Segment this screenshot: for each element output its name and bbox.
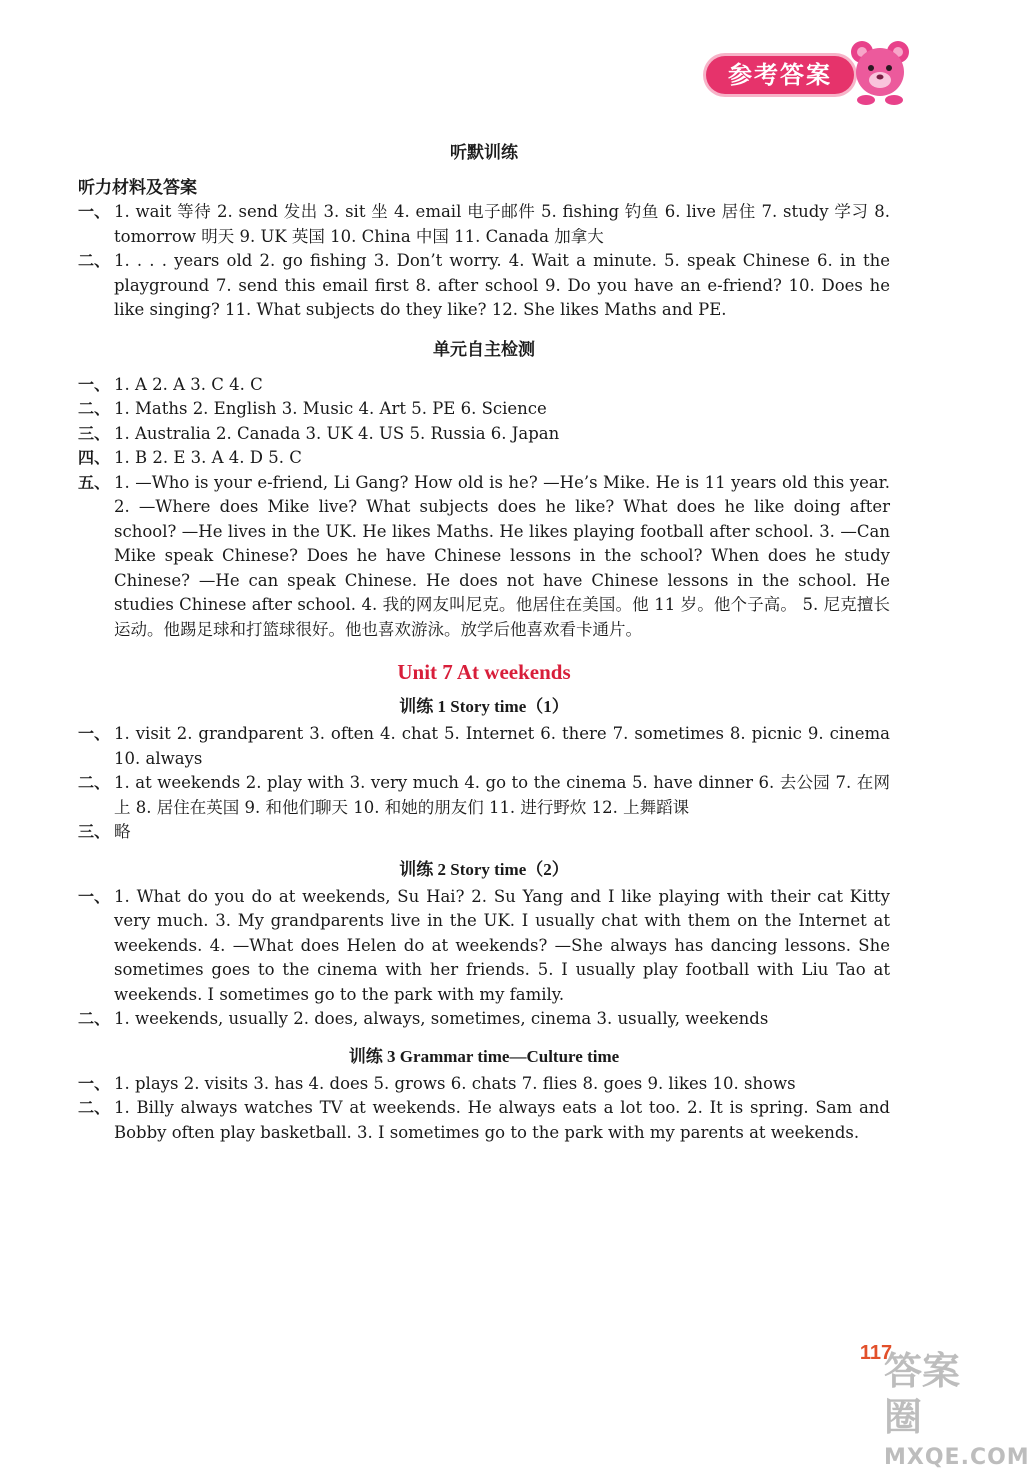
- item-text: 1. Billy always watches TV at weekends. He always eats a lot too. 2. It is spring. Sam and Bobby often play basketball. 3. I sometimes go to the park with my parents at weekends.: [114, 1098, 890, 1142]
- list-item: [78, 885, 890, 1008]
- item-number: 二、: [78, 251, 111, 270]
- list-item: [78, 200, 890, 249]
- item-number: 二、: [78, 1009, 111, 1028]
- item-text: 1. Australia 2. Canada 3. UK 4. US 5. Russia 6. Japan: [114, 423, 560, 443]
- item-number: 三、: [78, 423, 111, 443]
- item-text: 1. . . . years old 2. go fishing 3. Don’t worry. 4. Wait a minute. 5. speak Chinese 6. in the playground 7. send this email first 8. after school 9. Do you have an e-friend? 10. Does he like singing? 11. What subjects do they like? 12. She likes Maths and PE.: [114, 251, 890, 319]
- training-title: 训练 1 Story time（1）: [399, 697, 569, 716]
- list-item: [78, 446, 890, 471]
- list-item: [78, 1072, 890, 1097]
- answer-key-badge: 参考答案: [706, 56, 854, 94]
- item-text: 1. weekends, usually 2. does, always, sometimes, cinema 3. usually, weekends: [114, 1009, 769, 1028]
- item-text: 略: [114, 822, 131, 841]
- item-number: 一、: [78, 202, 111, 221]
- unit-title: Unit 7 At weekends: [397, 660, 571, 684]
- training-title: 训练 2 Story time（2）: [399, 859, 569, 879]
- item-text: 1. A 2. A 3. C 4. C: [114, 374, 263, 394]
- list-item: [78, 771, 890, 820]
- item-number: 二、: [78, 399, 111, 418]
- list-item: [78, 1096, 890, 1145]
- list-item: [78, 397, 890, 422]
- list-item: [78, 820, 890, 845]
- teddy-bear-icon: [846, 38, 914, 106]
- list-item: [78, 1007, 890, 1032]
- item-number: 一、: [78, 374, 111, 394]
- answer-content: [78, 140, 890, 1145]
- training-title: 训练 3 Grammar time—Culture time: [348, 1046, 620, 1066]
- page-number: 117: [859, 1342, 893, 1364]
- item-text: 1. B 2. E 3. A 4. D 5. C: [114, 448, 302, 467]
- item-text: 1. —Who is your e-friend, Li Gang? How old is he? —He’s Mike. He is 11 years old this year. 2. —Where does Mike live? What subjects does he like? What does he like doing after school? —He lives in the UK. He likes Maths. He likes playing football after school. 3. —Can Mike speak Chinese? Does he have Chinese lessons in the school? When does he study Chinese? —He can speak Chinese. He does not have Chinese lessons in the school. He studies Chinese after school. 4. 我的网友叫尼克。他居住在美国。他 11 岁。他个子高。 5. 尼克擅长运动。他踢足球和打篮球很好。他也喜欢游泳。放学后他喜欢看卡通片。: [114, 472, 890, 639]
- item-number: 三、: [78, 822, 111, 841]
- watermark-site: MXQE.COM: [884, 1445, 1030, 1470]
- item-number: 一、: [78, 886, 111, 906]
- item-text: 1. visit 2. grandparent 3. often 4. chat 5. Internet 6. there 7. sometimes 8. picnic 9. cinema 10. always: [114, 724, 890, 768]
- item-text: 1. What do you do at weekends, Su Hai? 2. Su Yang and I like playing with their cat Kitty very much. 3. My grandparents live in the UK. I usually chat with them on the Internet at weekends. 4. —What does Helen do at weekends? —She always has dancing lessons. She sometimes goes to the cinema with her friends. 5. I usually play football with Liu Tao at weekends. I sometimes go to the park with my family.: [114, 886, 890, 1004]
- item-number: 五、: [78, 472, 111, 492]
- list-item: [78, 249, 890, 323]
- list-item: [78, 722, 890, 771]
- item-text: 1. wait 等待 2. send 发出 3. sit 坐 4. email 电子邮件 5. fishing 钓鱼 6. live 居住 7. study 学习 8. tomorrow 明天 9. UK 英国 10. China 中国 11. Canada 加拿大: [114, 202, 890, 246]
- item-number: 二、: [78, 1098, 111, 1117]
- section-title-unit-test: 单元自主检测: [433, 339, 535, 360]
- listening-subtitle: 听力材料及答案: [78, 178, 197, 198]
- item-text: 1. plays 2. visits 3. has 4. does 5. grows 6. chats 7. flies 8. goes 9. likes 10. shows: [114, 1073, 796, 1093]
- item-text: 1. at weekends 2. play with 3. very much 4. go to the cinema 5. have dinner 6. 去公园 7. 在网上 8. 居住在英国 9. 和他们聊天 10. 和她的朋友们 11. 进行野炊 12. 上舞蹈课: [114, 773, 890, 817]
- list-item: [78, 373, 890, 398]
- watermark-text: 答案圈: [884, 1349, 961, 1439]
- list-item: [78, 471, 890, 643]
- item-text: 1. Maths 2. English 3. Music 4. Art 5. PE 6. Science: [114, 399, 547, 418]
- item-number: 四、: [78, 448, 111, 467]
- watermark-logo: [884, 1348, 1030, 1470]
- item-number: 二、: [78, 773, 111, 792]
- item-number: 一、: [78, 1073, 111, 1093]
- item-number: 一、: [78, 724, 111, 743]
- list-item: [78, 422, 890, 447]
- section-title-listening: 听默训练: [450, 143, 518, 163]
